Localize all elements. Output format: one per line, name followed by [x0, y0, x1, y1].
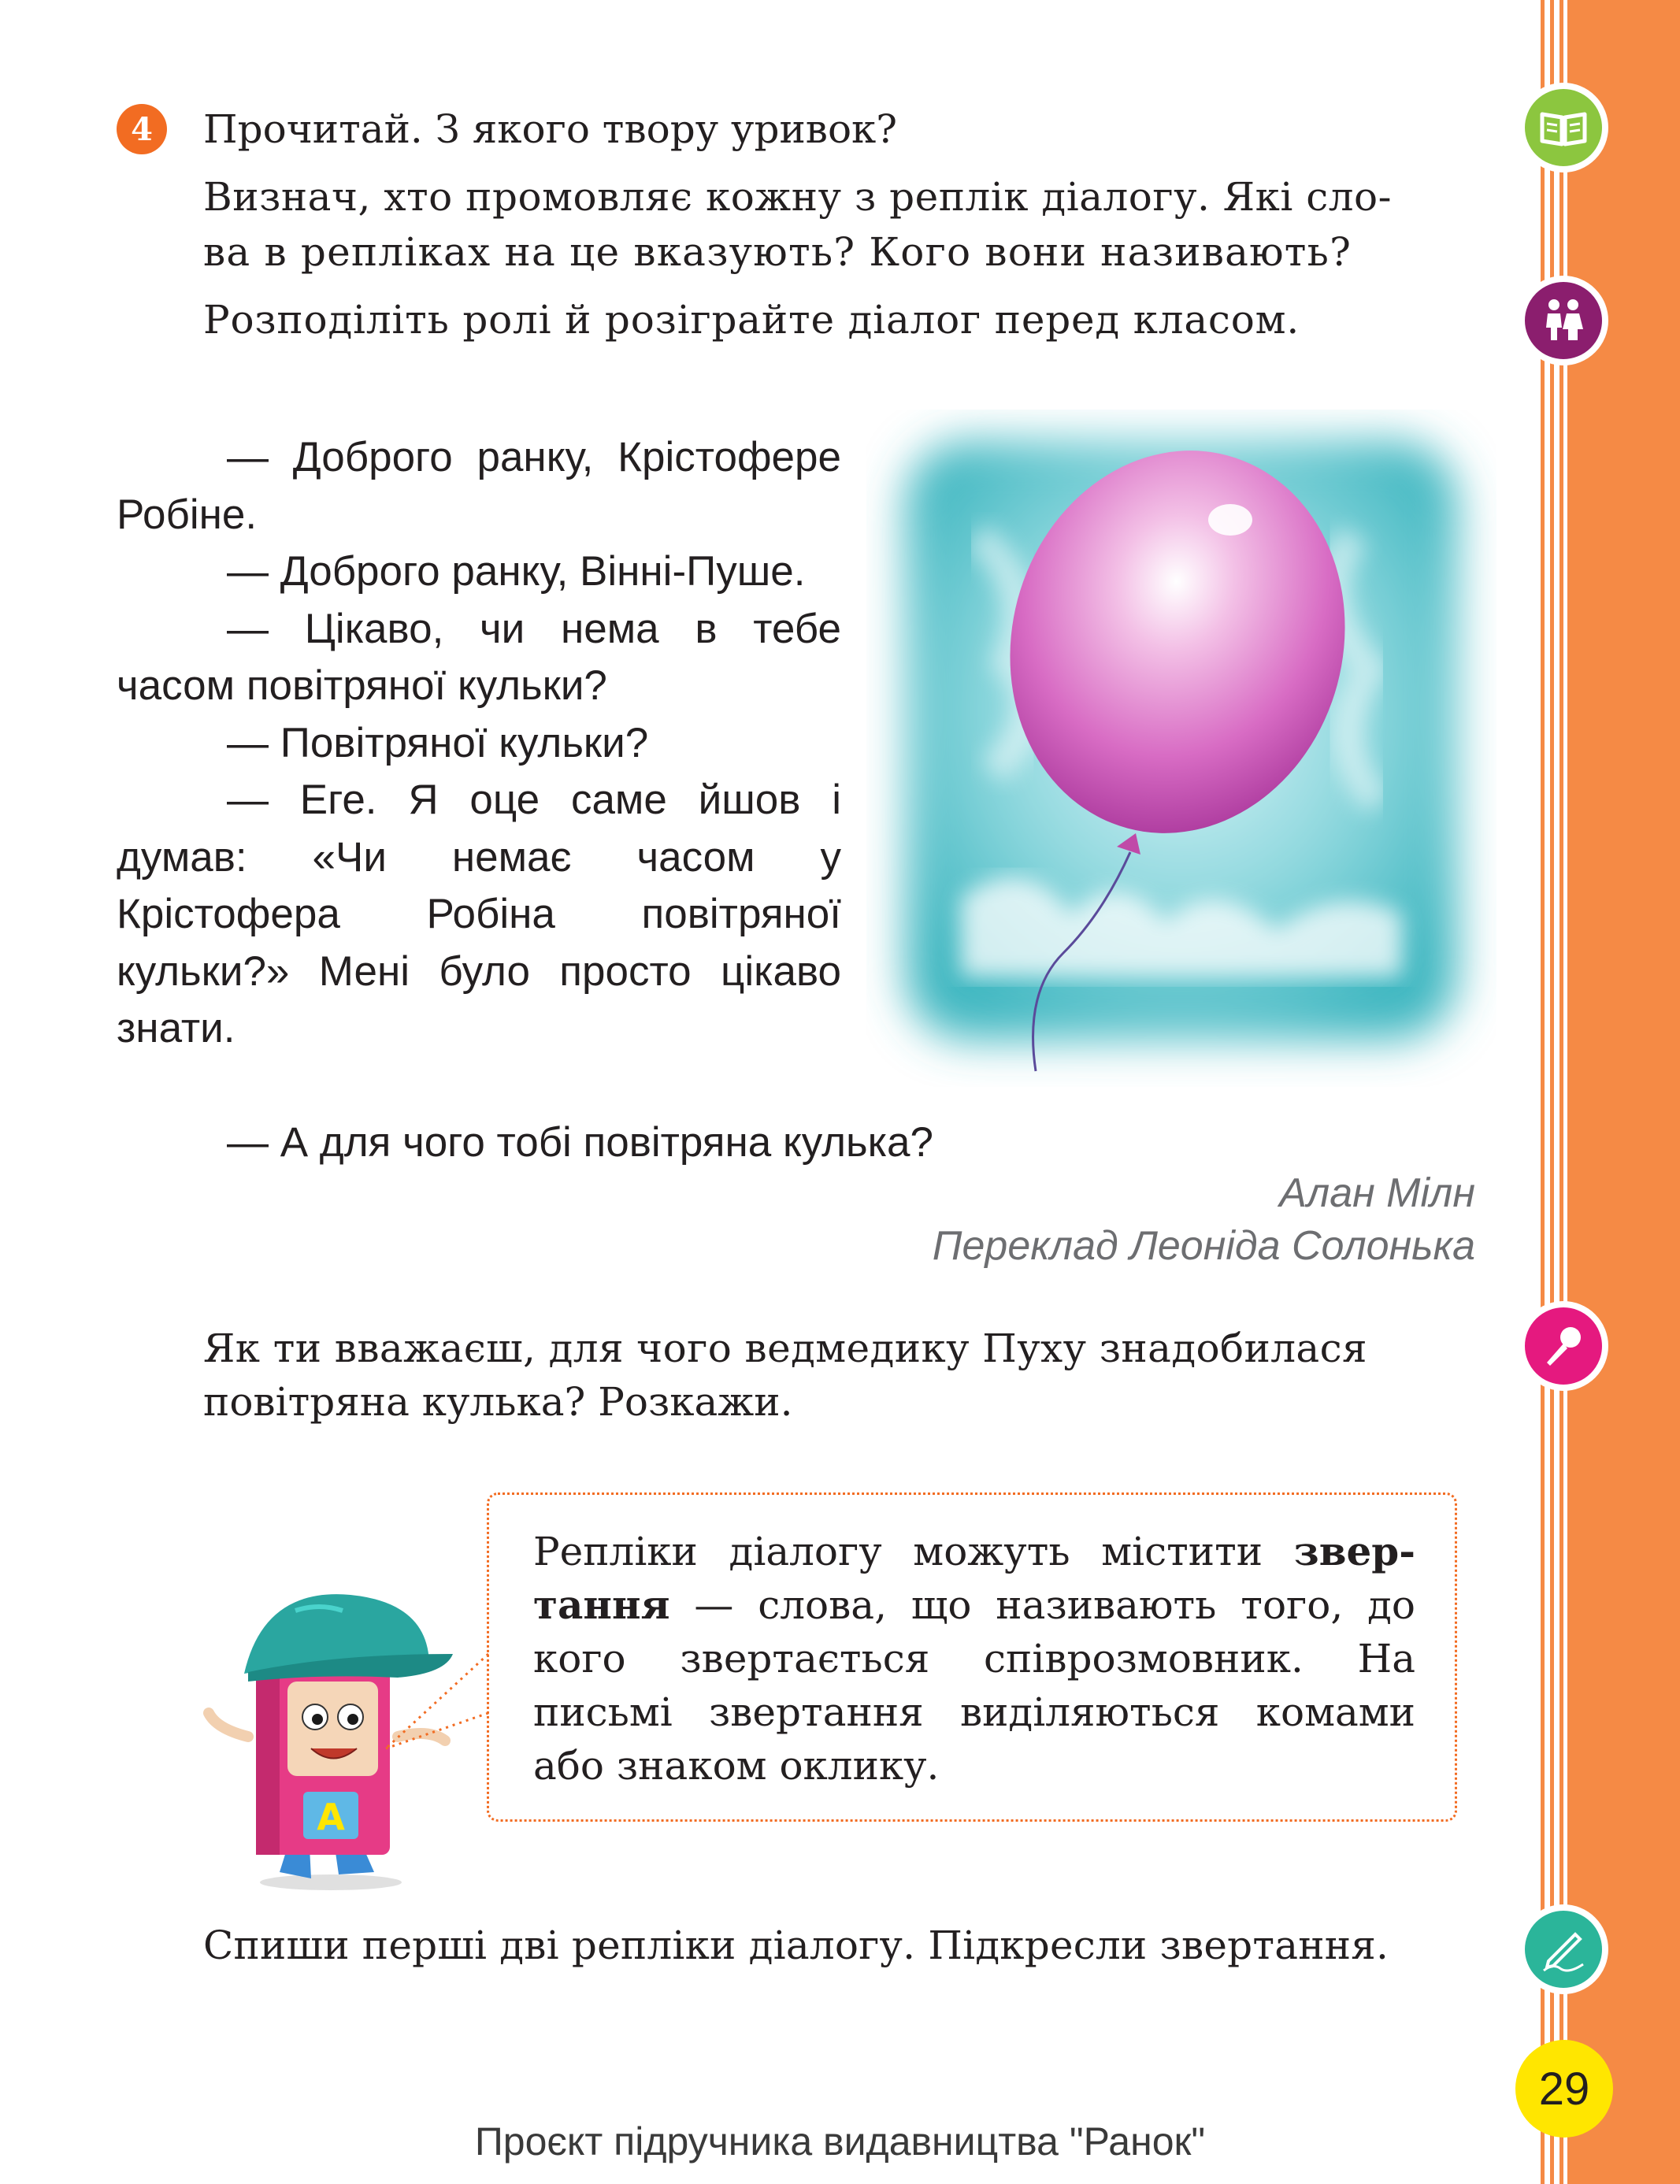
task-instruction-3: Розподіліть ролі й розіграйте діалог перед класом. — [203, 297, 1300, 343]
dialog-line: — Цікаво, чи нема в тебе часом повітряної кульки? — [117, 605, 841, 709]
dialog-line: — Доброго ранку, Вінні-Пуше. — [227, 548, 806, 595]
task-instruction-2b: ва в репліках на це вказують? Кого вони називають? — [203, 229, 1352, 275]
footer-text: Проєкт підручника видавництва "Ранок" — [474, 2119, 1206, 2164]
rule-note-box — [487, 1492, 1457, 1822]
translator-name: Переклад Леоніда Солонька — [932, 1223, 1475, 1269]
writing-icon — [1519, 1904, 1608, 1994]
task-instruction-1: Прочитай. З якого твору уривок? — [203, 106, 898, 152]
book-icon — [1519, 83, 1608, 172]
balloon-illustration — [866, 410, 1496, 1087]
rule-text-part2: — слова, що називають того, до кого звертається співрозмовник. На письмі звертання виділяються комами або знаком оклику. — [533, 1582, 1415, 1789]
task-instruction-2a: Визнач, хто промовляє кожну з реплік діалогу. Які сло- — [203, 174, 1393, 220]
rule-term: звертання — [533, 1528, 1415, 1628]
question-line-2: повітряна кулька? Розкажи. — [203, 1379, 793, 1425]
dialog-line: — Повітряної кульки? — [227, 719, 649, 766]
dialog-excerpt — [117, 429, 841, 1058]
rule-text — [533, 1525, 1415, 1793]
author-name: Алан Мілн — [1279, 1170, 1475, 1216]
rule-text-part1: Репліки діалогу можуть містити — [533, 1529, 1294, 1574]
microphone-icon — [1519, 1301, 1608, 1391]
dialog-line: — А для чого тобі повітряна кулька? — [227, 1119, 933, 1166]
question-line-1: Як ти вважаєш, для чого ведмедику Пуху знадобилася — [203, 1326, 1367, 1371]
dialog-line: — Доброго ранку, Крістофере Робіне. — [117, 434, 841, 538]
page-number: 29 — [1515, 2040, 1613, 2138]
exercise-instruction: Спиши перші дві репліки діалогу. Підкресли звертання. — [203, 1923, 1389, 1968]
pair-work-icon — [1519, 276, 1608, 365]
mascot-letter: А — [317, 1796, 345, 1838]
task-number: 4 — [131, 110, 153, 148]
dialog-line: — Еге. Я оце саме йшов і думав: «Чи немає часом у Крістофера Робіна повітряної кульки?» Мені було просто цікаво знати. — [117, 777, 841, 1051]
speech-pointer — [378, 1638, 492, 1756]
task-number-badge — [117, 104, 167, 154]
